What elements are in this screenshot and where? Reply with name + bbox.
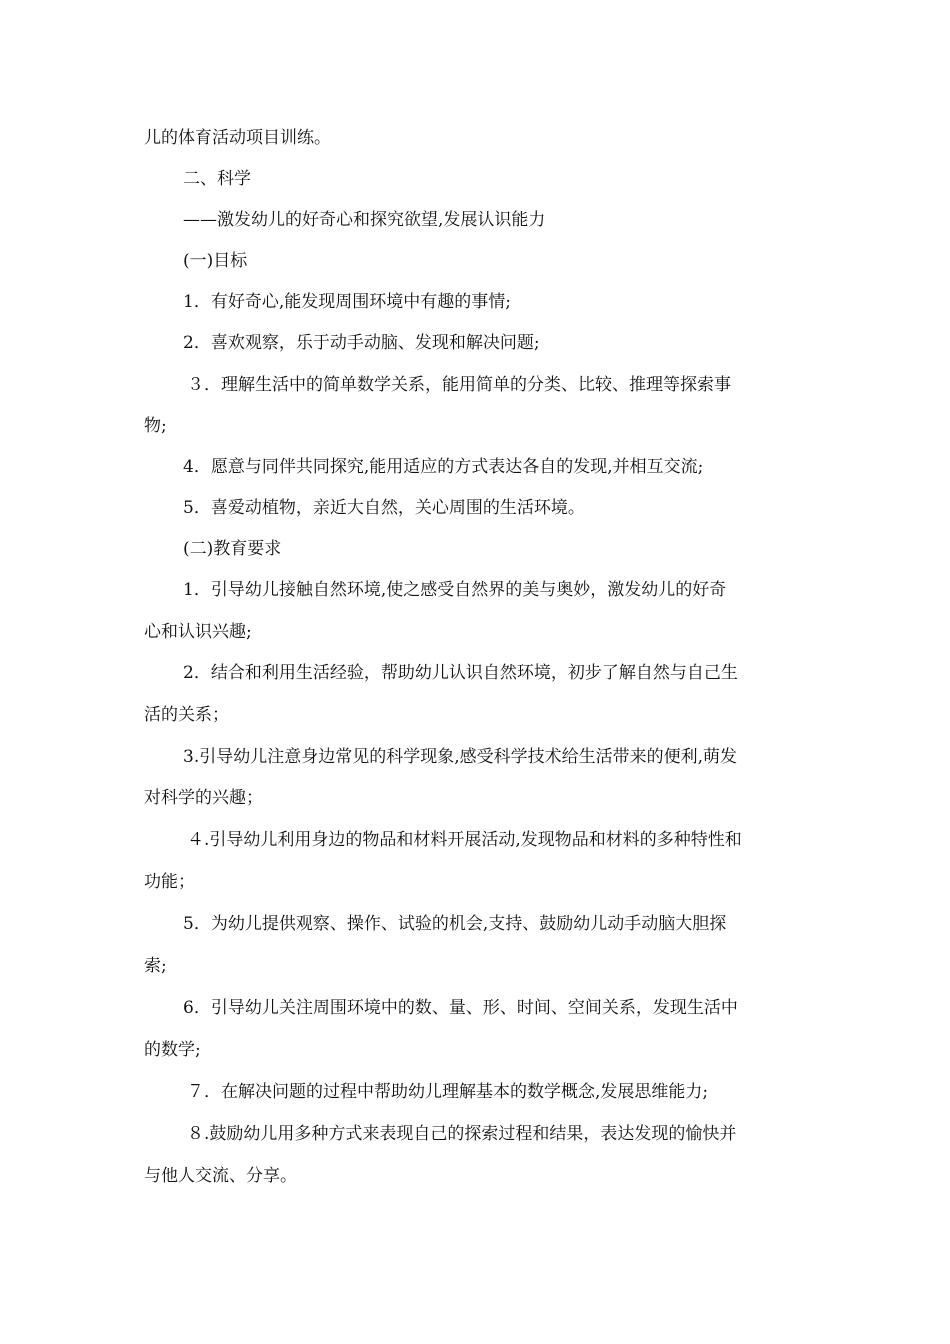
requirement-item-5: 5．为幼儿提供观察、操作、试验的机会,支持、鼓励幼儿动手动脑大胆探 — [183, 914, 727, 934]
requirement-item-8: ８.鼓励幼儿用多种方式来表现自己的探索过程和结果，表达发现的愉快并 — [187, 1124, 737, 1144]
text-line-continuation: 儿的体育活动项目训练。 — [144, 128, 331, 148]
requirement-item-2-cont: 活的关系； — [144, 705, 229, 725]
subheading-requirements: (二)教育要求 — [183, 539, 282, 559]
goal-item-3: ３．理解生活中的简单数学关系，能用简单的分类、比较、推理等探索事 — [187, 375, 731, 395]
requirement-item-5-cont: 索; — [144, 956, 167, 976]
requirement-item-1-cont: 心和认识兴趣; — [144, 622, 252, 642]
goal-item-4: 4．愿意与同伴共同探究,能用适应的方式表达各自的发现,并相互交流; — [183, 457, 704, 477]
goal-item-3-cont: 物; — [144, 416, 167, 436]
section-heading-science: 二、科学 — [183, 169, 251, 189]
goal-item-5: 5．喜爱动植物，亲近大自然，关心周围的生活环境。 — [183, 498, 585, 518]
goal-item-2: 2．喜欢观察，乐于动手动脑、发现和解决问题; — [183, 333, 540, 353]
requirement-item-3: 3.引导幼儿注意身边常见的科学现象,感受科学技术给生活带来的便利,萌发 — [183, 747, 738, 767]
requirement-item-4-cont: 功能； — [144, 872, 195, 892]
requirement-item-4: ４.引导幼儿利用身边的物品和材料开展活动,发现物品和材料的多种特性和 — [187, 830, 742, 850]
requirement-item-8-cont: 与他人交流、分享。 — [144, 1166, 297, 1186]
requirement-item-7: ７．在解决问题的过程中帮助幼儿理解基本的数学概念,发展思维能力; — [187, 1082, 709, 1102]
section-subtitle: ——激发幼儿的好奇心和探究欲望,发展认识能力 — [183, 210, 546, 230]
requirement-item-6-cont: 的数学; — [144, 1040, 201, 1060]
goal-item-1: 1．有好奇心,能发现周围环境中有趣的事情; — [183, 292, 511, 312]
subheading-goals: (一)目标 — [183, 251, 248, 271]
requirement-item-3-cont: 对科学的兴趣； — [144, 788, 263, 808]
requirement-item-1: 1．引导幼儿接触自然环境,使之感受自然界的美与奥妙，激发幼儿的好奇 — [183, 580, 727, 600]
requirement-item-2: 2．结合和利用生活经验，帮助幼儿认识自然环境，初步了解自然与自己生 — [183, 663, 738, 683]
requirement-item-6: 6．引导幼儿关注周围环境中的数、量、形、时间、空间关系，发现生活中 — [183, 998, 738, 1018]
